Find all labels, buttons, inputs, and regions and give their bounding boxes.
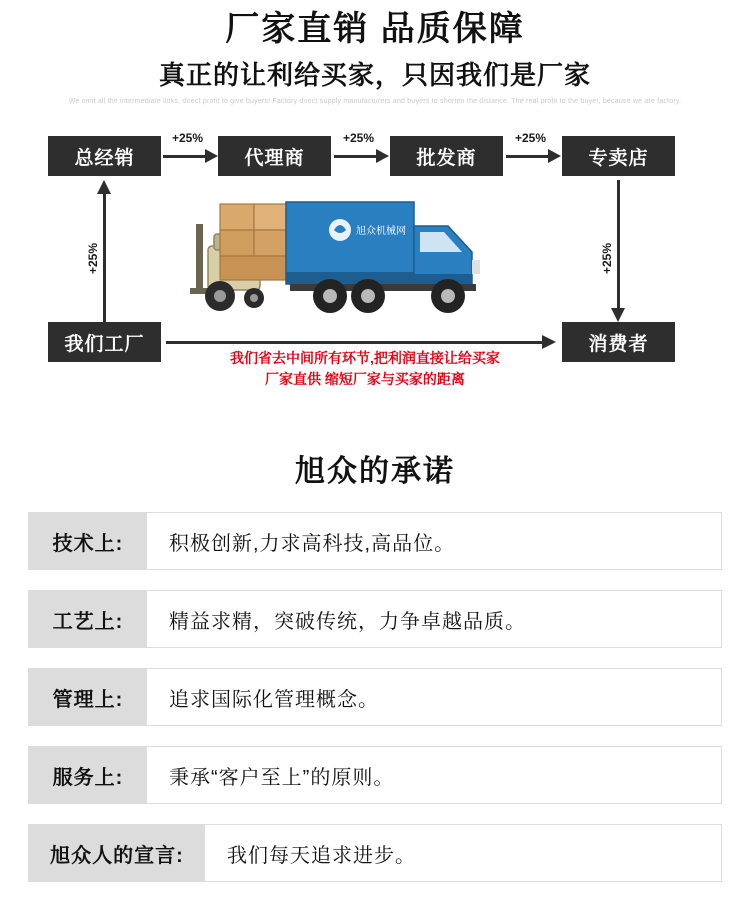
flow-node-our-factory: 我们工厂 bbox=[48, 322, 161, 362]
markup-label-1: +25% bbox=[172, 131, 204, 146]
promise-text-declaration: 我们每天追求进步。 bbox=[227, 844, 416, 867]
flow-node-general-distributor: 总经销 bbox=[48, 136, 161, 176]
flow-node-agent: 代理商 bbox=[218, 136, 331, 176]
cargo-boxes-icon bbox=[220, 204, 288, 280]
arrow-right-2-icon bbox=[334, 154, 390, 158]
delivery-truck-illustration bbox=[190, 186, 500, 336]
promise-label-management: 管理上: bbox=[29, 669, 147, 725]
promise-row-declaration bbox=[28, 824, 722, 882]
flow-node-wholesaler: 批发商 bbox=[390, 136, 503, 176]
promise-text-technology: 积极创新,力求高科技,高品位。 bbox=[169, 532, 456, 555]
promise-label-service: 服务上: bbox=[29, 747, 147, 803]
promise-text-service: 秉承“客户至上”的原则。 bbox=[169, 766, 395, 789]
arrow-down-icon bbox=[617, 180, 621, 322]
direct-sale-note-line1: 我们省去中间所有环节,把利润直接让给买家 bbox=[230, 350, 500, 367]
promise-list bbox=[0, 512, 750, 882]
promise-text-craftsmanship: 精益求精，突破传统，力争卓越品质。 bbox=[169, 610, 526, 633]
page-subtitle-english: We omit all the intermediate links, direct profit to give buyers! Factory direct supply manufacturers and buyers to shorten the distance. The real profit to the buyer, because we are factory. bbox=[68, 98, 682, 105]
arrow-up-icon bbox=[103, 180, 107, 322]
arrow-right-1-icon bbox=[163, 154, 219, 158]
markup-label-3: +25% bbox=[515, 131, 547, 146]
page-subtitle: 真正的让利给买家，只因我们是厂家 bbox=[158, 59, 591, 90]
markup-label-right: +25% bbox=[600, 243, 614, 275]
promise-label-technology: 技术上: bbox=[29, 513, 147, 569]
truck-brand-text: 旭众机械网 bbox=[356, 226, 406, 238]
promise-row-service bbox=[28, 746, 722, 804]
flow-node-consumer: 消费者 bbox=[562, 322, 675, 362]
arrow-right-3-icon bbox=[506, 154, 562, 158]
markup-label-2: +25% bbox=[343, 131, 375, 146]
promise-text-management: 追求国际化管理概念。 bbox=[169, 688, 379, 711]
promise-row-technology bbox=[28, 512, 722, 570]
promise-row-craftsmanship bbox=[28, 590, 722, 648]
truck-body-icon bbox=[286, 202, 480, 313]
promise-label-craftsmanship: 工艺上: bbox=[29, 591, 147, 647]
distribution-flow-diagram bbox=[0, 124, 750, 424]
flow-node-specialty-store: 专卖店 bbox=[562, 136, 675, 176]
promise-label-declaration: 旭众人的宣言: bbox=[29, 825, 205, 881]
page-title: 厂家直销 品质保障 bbox=[225, 10, 525, 48]
arrow-direct-to-consumer-icon bbox=[166, 340, 558, 344]
page-header bbox=[0, 0, 750, 106]
direct-sale-note bbox=[170, 348, 560, 389]
promise-row-management bbox=[28, 668, 722, 726]
promise-section-title: 旭众的承诺 bbox=[295, 455, 455, 489]
direct-sale-note-line2: 厂家直供 缩短厂家与买家的距离 bbox=[265, 370, 465, 387]
markup-label-left: +25% bbox=[86, 243, 100, 275]
